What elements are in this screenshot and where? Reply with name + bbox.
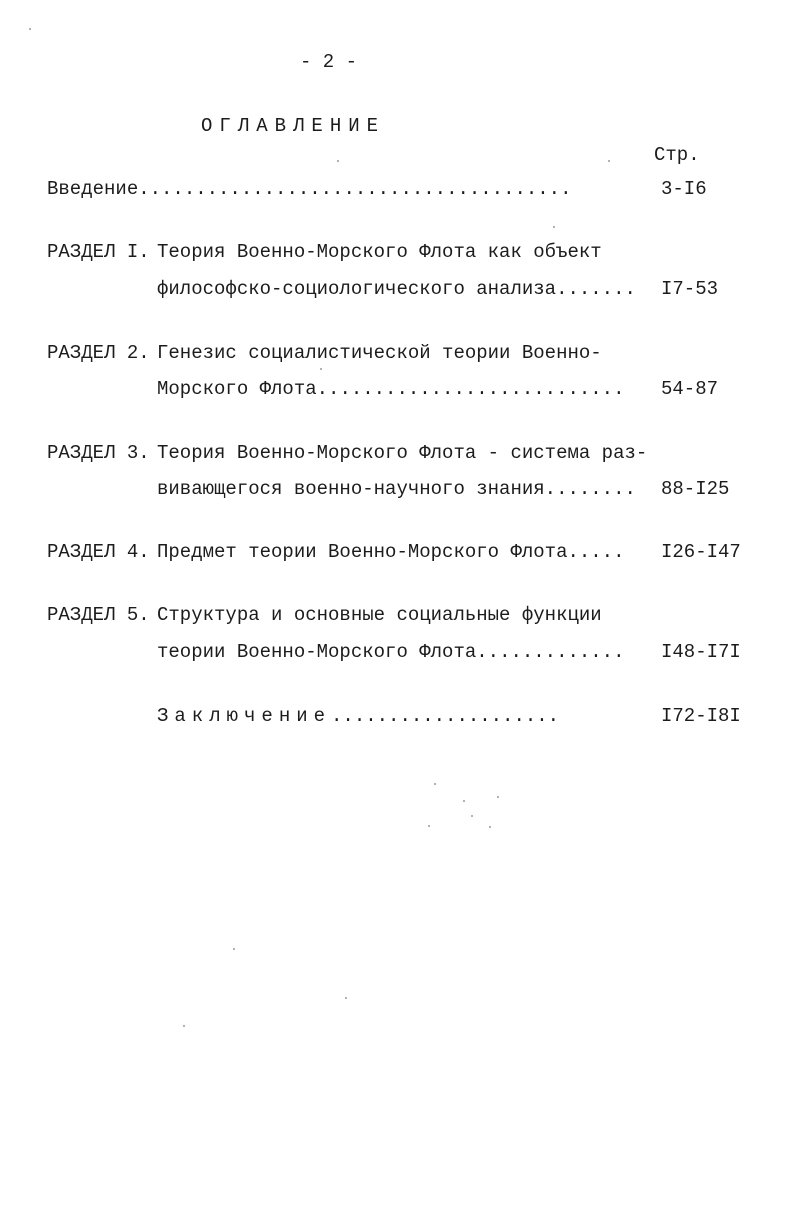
section-title-line1: Структура и основные социальные функции: [157, 604, 602, 626]
section-title-line2: теории Военно-Морского Флота.............: [157, 641, 625, 663]
toc-entry-pages: 54-87: [661, 378, 719, 400]
section-label: РАЗДЕЛ 4.: [47, 541, 150, 563]
toc-entry-label: Заключение....................: [157, 705, 560, 727]
toc-entry-label: Введение......................................: [47, 178, 572, 200]
page-column-label: Стр.: [654, 144, 700, 166]
toc-heading: ОГЛАВЛЕНИЕ: [201, 115, 386, 137]
section-title-line1: Генезис социалистической теории Военно-: [157, 342, 602, 364]
section-title-line1: Предмет теории Военно-Морского Флота.....: [157, 541, 625, 563]
toc-entry-pages: I72-I8I: [661, 705, 741, 727]
page-number: - 2 -: [300, 51, 358, 73]
section-title-line2: вивающегося военно-научного знания........: [157, 478, 636, 500]
section-title-line2: Морского Флота...........................: [157, 378, 625, 400]
section-title-line1: Теория Военно-Морского Флота - система раз-: [157, 442, 648, 464]
section-label: РАЗДЕЛ 2.: [47, 342, 150, 364]
section-label: РАЗДЕЛ 5.: [47, 604, 150, 626]
toc-entry-pages: I48-I7I: [661, 641, 741, 663]
toc-entry-pages: 3-I6: [661, 178, 707, 200]
toc-entry-pages: 88-I25: [661, 478, 730, 500]
section-label: РАЗДЕЛ I.: [47, 241, 150, 263]
toc-entry-pages: I26-I47: [661, 541, 741, 563]
toc-entry-pages: I7-53: [661, 278, 719, 300]
section-label: РАЗДЕЛ 3.: [47, 442, 150, 464]
section-title-line2: философско-социологического анализа.......: [157, 278, 636, 300]
section-title-line1: Теория Военно-Морского Флота как объект: [157, 241, 602, 263]
